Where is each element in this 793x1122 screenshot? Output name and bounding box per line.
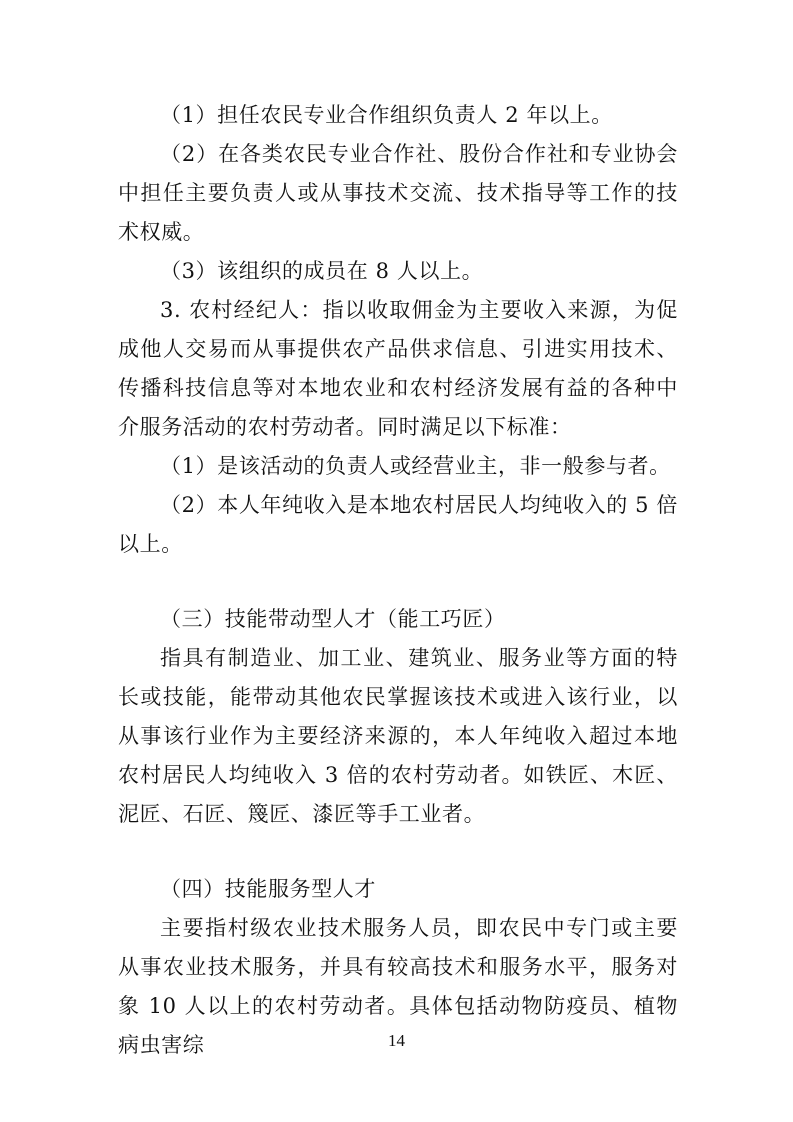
paragraph-rural-broker: 3. 农村经纪人：指以收取佣金为主要收入来源，为促成他人交易而从事提供农产品供求信息、引进实用技术、传播科技信息等对本地农业和农村经济发展有益的各种中介服务活动的农村劳动者。同时满足以下标准： [118, 298, 678, 439]
section-4-body: 主要指村级农业技术服务人员，即农民中专门或主要从事农业技术服务，并具有较高技术和服务水平，服务对象 10 人以上的农村劳动者。具体包括动物防疫员、植物病虫害综 [118, 916, 678, 1057]
section-gap [118, 834, 678, 870]
paragraph-broker-criterion-2: （2）本人年纯收入是本地农村居民人均纯收入的 5 倍以上。 [118, 493, 678, 556]
section-3-heading: （三）技能带动型人才（能工巧匠） [160, 607, 506, 631]
section-4-heading: （四）技能服务型人才 [160, 877, 376, 901]
page-number: 14 [388, 1031, 405, 1050]
page-content [118, 96, 678, 1065]
section-3-body: 指具有制造业、加工业、建筑业、服务业等方面的特长或技能，能带动其他农民掌握该技术或进入该行业，以从事该行业作为主要经济来源的，本人年纯收入超过本地农村居民人均纯收入 3 倍的农村劳动者。如铁匠、木匠、泥匠、石匠、篾匠、漆匠等手工业者。 [118, 646, 678, 826]
paragraph-criterion-2: （2）在各类农民专业合作社、股份合作社和专业协会中担任主要负责人或从事技术交流、技术指导等工作的技术权威。 [118, 142, 678, 244]
paragraph-criterion-1: （1）担任农民专业合作组织负责人 2 年以上。 [160, 103, 613, 127]
paragraph-criterion-3: （3）该组织的成员在 8 人以上。 [160, 259, 484, 283]
paragraph-broker-criterion-1: （1）是该活动的负责人或经营业主，非一般参与者。 [160, 454, 671, 478]
section-gap [118, 564, 678, 600]
